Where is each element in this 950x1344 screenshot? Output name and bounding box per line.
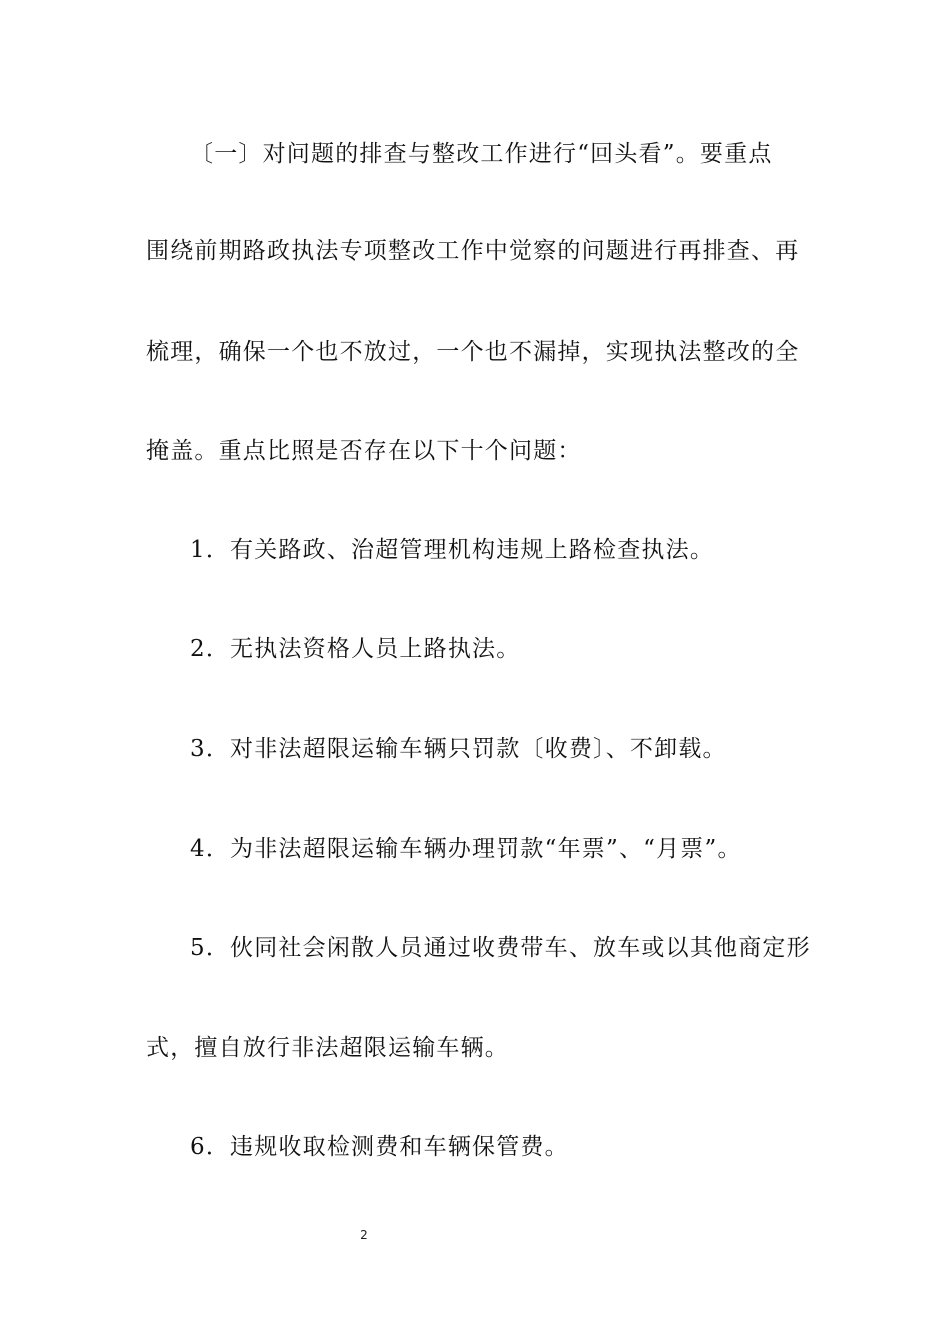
list-item-4: 4．为非法超限运输车辆办理罚款“年票”、“月票”。 [190, 836, 742, 862]
list-item-2: 2．无执法资格人员上路执法。 [190, 636, 521, 662]
list-item-5: 5．伙同社会闲散人员通过收费带车、放车或以其他商定形 [190, 935, 811, 961]
list-item-3: 3．对非法超限运输车辆只罚款〔收费〕、不卸载。 [190, 736, 727, 762]
paragraph-line-2: 围绕前期路政执法专项整改工作中觉察的问题进行再排查、再 [146, 238, 800, 264]
page-number: 2 [360, 1228, 368, 1242]
list-item-5-continuation: 式，擅自放行非法超限运输车辆。 [146, 1035, 509, 1061]
paragraph-line-4: 掩盖。重点比照是否存在以下十个问题： [146, 438, 582, 464]
paragraph-line-1: 〔一〕对问题的排查与整改工作进行“回头看”。要重点 [190, 141, 773, 167]
list-item-1: 1．有关路政、治超管理机构违规上路检查执法。 [190, 537, 715, 563]
paragraph-line-3: 梳理，确保一个也不放过，一个也不漏掉，实现执法整改的全 [146, 339, 800, 365]
list-item-6: 6．违规收取检测费和车辆保管费。 [190, 1134, 569, 1160]
